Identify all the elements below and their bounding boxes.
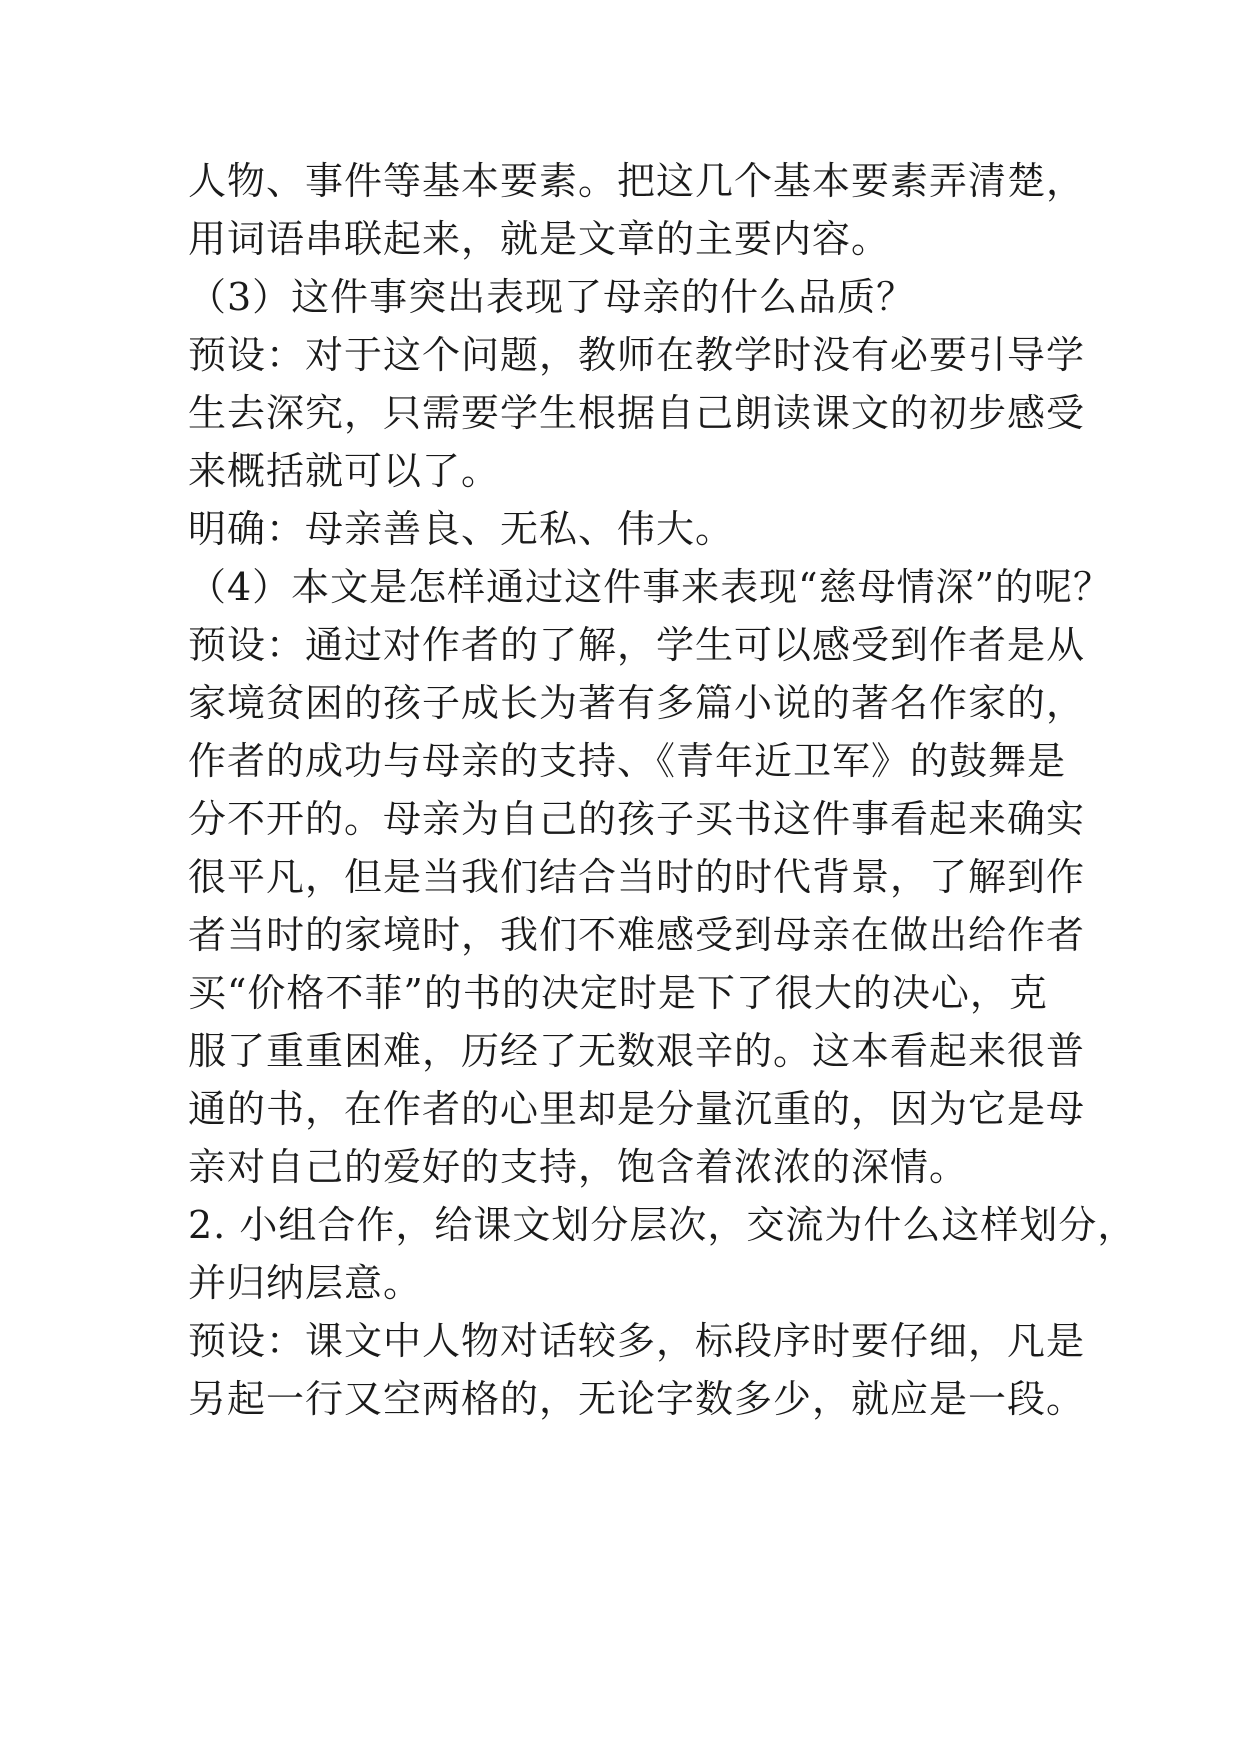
- body-text: [188, 152, 1137, 1428]
- text-line: 另起一行又空两格的，无论字数多少，就应是一段。: [188, 1377, 1086, 1421]
- text-line: 预设：通过对作者的了解，学生可以感受到作者是从: [188, 623, 1086, 667]
- text-line: 服了重重困难，历经了无数艰辛的。这本看起来很普: [188, 1029, 1086, 1073]
- text-line: 并归纳层意。: [188, 1261, 423, 1305]
- text-line: 人物、事件等基本要素。把这几个基本要素弄清楚，: [188, 159, 1086, 203]
- text-line: 者当时的家境时，我们不难感受到母亲在做出给作者: [188, 913, 1086, 957]
- question-4: （4）本文是怎样通过这件事来表现“慈母情深”的呢？: [188, 565, 1113, 609]
- text-line: 用词语串联起来，就是文章的主要内容。: [188, 217, 891, 261]
- text-line: 作者的成功与母亲的支持、《青年近卫军》的鼓舞是: [188, 739, 1067, 783]
- text-line: 来概括就可以了。: [188, 449, 501, 493]
- question-3: （3）这件事突出表现了母亲的什么品质？: [188, 275, 916, 319]
- text-line: 生去深究，只需要学生根据自己朗读课文的初步感受: [188, 391, 1086, 435]
- text-line: 家境贫困的孩子成长为著有多篇小说的著名作家的，: [188, 681, 1086, 725]
- text-line: 通的书，在作者的心里却是分量沉重的，因为它是母: [188, 1087, 1086, 1131]
- text-line: 买“价格不菲”的书的决定时是下了很大的决心，克: [188, 971, 1048, 1015]
- answer-line: 明确：母亲善良、无私、伟大。: [188, 507, 735, 551]
- text-line: 预设：课文中人物对话较多，标段序时要仔细，凡是: [188, 1319, 1086, 1363]
- text-line: 很平凡，但是当我们结合当时的时代背景，了解到作: [188, 855, 1086, 899]
- text-line: 预设：对于这个问题，教师在教学时没有必要引导学: [188, 333, 1086, 377]
- text-line: 亲对自己的爱好的支持，饱含着浓浓的深情。: [188, 1145, 969, 1189]
- text-line: 分不开的。母亲为自己的孩子买书这件事看起来确实: [188, 797, 1086, 841]
- task-2: 2. 小组合作，给课文划分层次，交流为什么这样划分，: [188, 1203, 1137, 1247]
